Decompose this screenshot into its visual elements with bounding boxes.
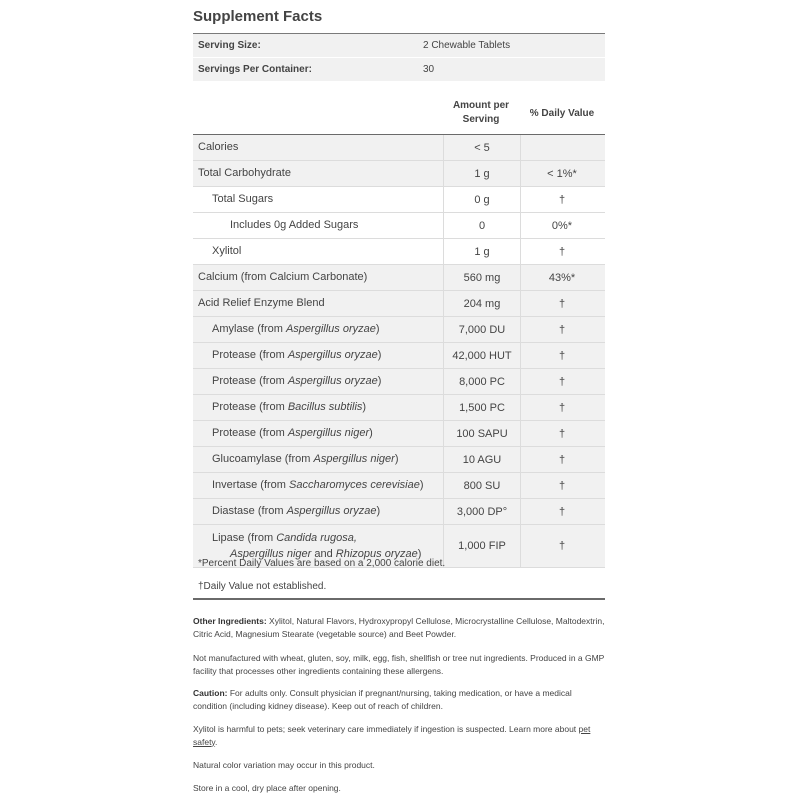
nutrient-name: Acid Relief Enzyme Blend [198,297,325,309]
servings-per-container-label: Servings Per Container: [198,64,312,75]
nutrient-name: Total Carbohydrate [198,167,291,179]
table-row [193,369,605,395]
nutrient-name-text: Protease (from [212,401,288,413]
footnote-percent-dv: *Percent Daily Values are based on a 2,000 calorie diet. [198,558,446,569]
xylitol-note-end: . [215,736,218,747]
amount-per-serving: 0 g [443,187,521,212]
nutrient-name-text: ) [369,427,373,439]
nutrient-name [212,505,380,517]
caution-text: For adults only. Consult physician if pregnant/nursing, taking medication, or have a medical condition (including kidney disease). Keep out of reach of children. [193,688,572,711]
nutrient-name-text: ) [394,453,399,465]
table-row [193,421,605,447]
other-ingredients [193,615,605,640]
amount-per-serving: 1 g [443,161,521,186]
color-variation-note: Natural color variation may occur in this product. [193,760,375,770]
amount-per-serving: 1,000 FIP [443,525,521,567]
amount-per-serving: 560 mg [443,265,521,290]
table-row [193,265,605,291]
daily-value: † [558,479,566,492]
daily-value: † [558,401,566,414]
nutrient-name-text: ) [377,349,382,361]
nutrient-name-text: Invertase (from [212,479,290,491]
caution-note [193,687,605,712]
nutrient-name [212,375,381,387]
nutrient-source-species: Bacillus subtilis [287,401,363,413]
amount-per-serving: 100 SAPU [443,421,521,446]
nutrient-name [212,453,398,465]
amount-per-serving: 42,000 HUT [443,343,521,368]
other-ingredients-label: Other Ingredients: [193,616,267,626]
nutrient-name [212,349,381,361]
nutrient-name-text: Protease (from [212,349,288,361]
daily-value: † [558,323,566,336]
nutrient-name-text: ) [376,505,381,517]
storage-note: Store in a cool, dry place after opening. [193,783,341,793]
amount-per-serving: 800 SU [443,473,521,498]
nutrient-source-species: Aspergillus oryzae [287,375,378,387]
daily-value: † [558,453,566,466]
daily-value: † [558,375,566,388]
table-row [193,317,605,343]
nutrient-name-text: ) [419,479,424,491]
nutrient-name-text: ) [375,323,380,335]
daily-value-header: % Daily Value [529,108,595,119]
nutrient-name [212,401,366,413]
nutrient-name: Calcium (from Calcium Carbonate) [198,271,368,283]
servings-per-container-value: 30 [423,64,435,75]
table-row [193,473,605,499]
xylitol-note-text: Xylitol is harmful to pets; seek veterinary care immediately if ingestion is suspected. Learn more about [193,724,579,734]
nutrient-name-text: ) [417,548,422,560]
daily-value: 43%* [548,271,576,284]
nutrient-name-text: Protease (from [212,427,288,439]
amount-per-serving: 8,000 PC [443,369,521,394]
daily-value: † [558,540,566,552]
servings-per-container-row [193,58,605,82]
daily-value: † [558,245,566,258]
amount-header-line1: Amount per [452,100,510,111]
amount-per-serving: < 5 [443,135,521,160]
nutrient-name-text: Diastase (from [212,505,287,517]
serving-size-value: 2 Chewable Tablets [423,40,511,51]
table-row [193,343,605,369]
table-row [193,187,605,213]
nutrient-source-species: Rhizopus oryzae [335,548,418,560]
table-row [193,135,605,161]
nutrient-source-species: Aspergillus oryzae [285,323,376,335]
allergen-note: Not manufactured with wheat, gluten, soy, milk, egg, fish, shellfish or tree nut ingredients. Produced in a GMP facility that processes other ingredients containing these allergens. [193,653,605,676]
amount-per-serving: 204 mg [443,291,521,316]
daily-value: 0%* [551,219,573,232]
nutrient-source-species: Aspergillus oryzae [287,349,378,361]
nutrient-name-text: ) [362,401,367,413]
table-row [193,239,605,265]
nutrient-source-species: Aspergillus niger [230,548,312,560]
nutrient-name-text: and [311,548,336,560]
nutrient-name: Includes 0g Added Sugars [230,219,359,231]
amount-header-line2: Serving [462,114,500,125]
amount-per-serving: 0 [443,213,521,238]
table-header [193,82,605,136]
nutrient-name-text: Glucoamylase (from [212,453,314,465]
nutrient-source-species: Saccharomyces cerevisiae [289,479,420,491]
nutrient-name [212,427,373,439]
xylitol-note [193,723,605,748]
daily-value: † [558,427,566,440]
nutrient-source-species: Aspergillus niger [313,453,395,465]
daily-value: † [558,349,566,362]
nutrient-source-species: Aspergillus niger [287,427,370,439]
nutrient-name-text: Protease (from [212,375,288,387]
amount-per-serving-header [443,99,519,127]
table-row [193,499,605,525]
amount-per-serving: 7,000 DU [443,317,521,342]
daily-value: † [558,297,566,310]
amount-per-serving: 10 AGU [443,447,521,472]
table-row [193,447,605,473]
caution-label: Caution: [193,688,228,698]
nutrient-name [212,479,424,491]
nutrient-name-text: Amylase (from [212,323,286,335]
table-row [193,213,605,239]
serving-size-row [193,34,605,58]
other-ingredients-text: Xylitol, Natural Flavors, Hydroxypropyl Cellulose, Microcrystalline Cellulose, Maltodextrin, Citric Acid, Magnesium Stearate (vegetable source) and Beet Powder. [193,616,605,639]
divider [193,598,605,600]
nutrient-source-species: Aspergillus oryzae [286,505,377,517]
amount-per-serving: 1,500 PC [443,395,521,420]
nutrient-name-text: Lipase (from [212,532,277,544]
amount-per-serving: 1 g [443,239,521,264]
nutrient-name [212,323,380,335]
nutrient-name: Calories [198,141,239,153]
nutrient-name-text: ) [377,375,382,387]
nutrient-name: Xylitol [212,245,242,257]
serving-size-label: Serving Size: [198,40,261,51]
amount-per-serving: 3,000 DP° [443,499,521,524]
table-row [193,395,605,421]
page-title: Supplement Facts [193,8,323,25]
daily-value: † [558,193,566,206]
nutrient-name: Total Sugars [212,193,274,205]
nutrient-table [193,135,605,568]
daily-value [519,135,605,160]
table-row [193,161,605,187]
footnote-dagger: †Daily Value not established. [198,581,327,592]
daily-value: < 1%* [547,167,577,180]
daily-value: † [558,505,566,518]
table-row [193,291,605,317]
nutrient-source-species: Candida rugosa, [276,532,357,544]
pet-safety-link[interactable]: pet safety [193,724,591,747]
